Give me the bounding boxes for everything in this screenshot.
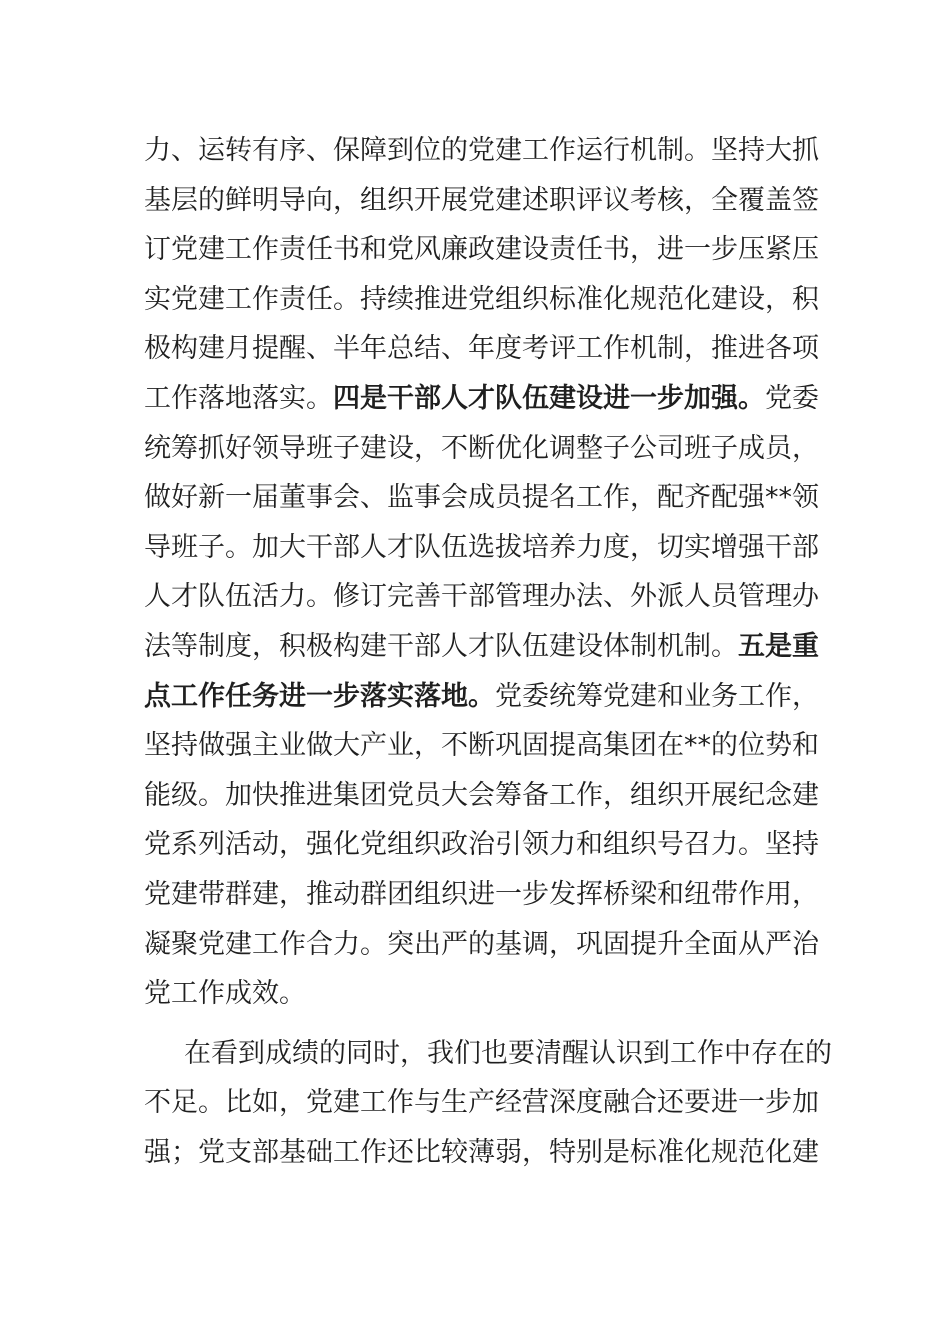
text-run: 党委统筹党建和业务工作，	[495, 680, 819, 712]
text-line: 极构建月提醒、半年总结、年度考评工作机制，推进各项	[144, 333, 819, 365]
text-line: 坚持做强主业做大产业，不断巩固提高集团在**的位势和	[144, 730, 819, 762]
text-line: 凝聚党建工作合力。突出严的基调，巩固提升全面从严治	[144, 928, 819, 960]
text-line: 实党建工作责任。持续推进党组织标准化规范化建设，积	[144, 283, 819, 315]
section-heading-five-start: 五是重	[738, 630, 819, 662]
section-heading-four: 四是干部人才队伍建设进一步加强。	[333, 382, 765, 414]
paragraph-2	[144, 1029, 832, 1178]
text-run: 党委	[765, 382, 819, 414]
text-line	[144, 622, 819, 672]
text-line: 订党建工作责任书和党风廉政建设责任书，进一步压紧压	[144, 234, 819, 266]
text-line: 力、运转有序、保障到位的党建工作运行机制。坚持大抓	[144, 135, 819, 166]
text-line: 能级。加快推进集团党员大会筹备工作，组织开展纪念建	[144, 779, 819, 811]
text-line: 基层的鲜明导向，组织开展党建述职评议考核，全覆盖签	[144, 184, 819, 216]
text-line: 导班子。加大干部人才队伍选拔培养力度，切实增强干部	[144, 531, 819, 563]
text-line: 人才队伍活力。修订完善干部管理办法、外派人员管理办	[144, 581, 819, 613]
paragraph-1	[144, 126, 819, 1019]
document-body	[144, 126, 832, 1177]
text-line	[144, 672, 819, 722]
text-line: 在看到成绩的同时，我们也要清醒认识到工作中存在的	[184, 1037, 832, 1069]
text-line: 统筹抓好领导班子建设，不断优化调整子公司班子成员，	[144, 432, 819, 464]
text-line: 强；党支部基础工作还比较薄弱，特别是标准化规范化建	[144, 1136, 819, 1168]
text-line: 党系列活动，强化党组织政治引领力和组织号召力。坚持	[144, 829, 819, 861]
text-run: 工作落地落实。	[144, 382, 333, 414]
text-line: 做好新一届董事会、监事会成员提名工作，配齐配强**领	[144, 482, 819, 514]
text-line: 党工作成效。	[144, 978, 306, 1010]
section-heading-five-end: 点工作任务进一步落实落地。	[144, 680, 495, 712]
text-line: 党建带群建，推动群团组织进一步发挥桥梁和纽带作用，	[144, 878, 819, 910]
text-line	[144, 374, 819, 424]
text-run: 法等制度，积极构建干部人才队伍建设体制机制。	[144, 630, 738, 662]
text-line: 不足。比如，党建工作与生产经营深度融合还要进一步加	[144, 1087, 819, 1119]
